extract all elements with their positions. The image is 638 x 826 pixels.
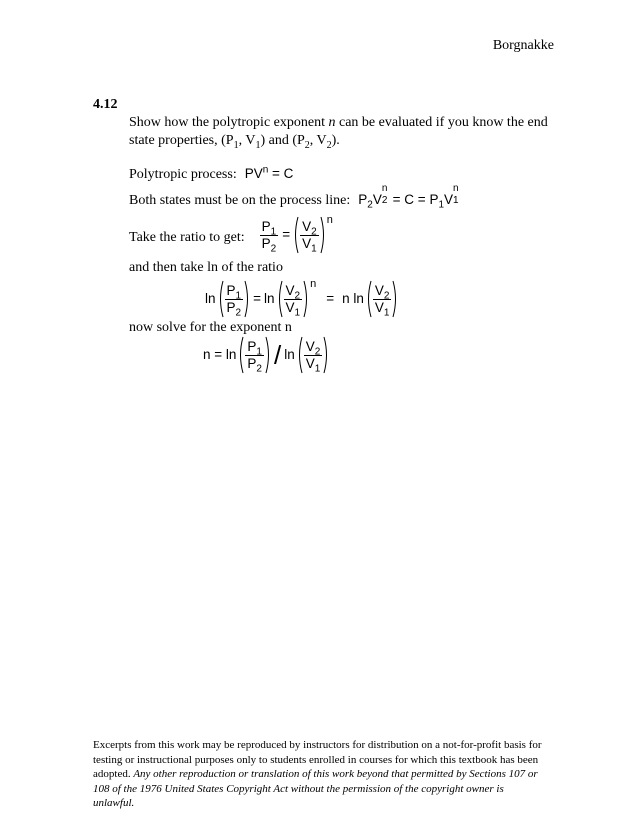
left-paren: [293, 216, 299, 254]
footer-normal-text: Excerpts from this work may be reproduced by instructors for distribution on a not-for-profit basis for testing or instructional purposes only to students enrolled in courses for which this textbook has been adopted.: [93, 739, 542, 780]
equals-sign: =: [253, 290, 261, 306]
right-paren: [265, 336, 271, 374]
ratio-equation: [259, 216, 333, 254]
statement-part: , V: [238, 133, 256, 148]
statement-part: can be evaluated if you know the end state properties, (P: [129, 115, 548, 148]
sym: V: [285, 282, 295, 298]
eq-sup: n: [262, 164, 269, 176]
right-paren: [392, 280, 398, 318]
numerator: [304, 340, 323, 356]
denominator: [245, 355, 264, 375]
equals-sign: =: [326, 290, 335, 306]
exponent-solution-equation: [203, 336, 329, 374]
eq-supsub: [453, 183, 460, 208]
sym: P: [261, 218, 271, 234]
left-paren: [366, 280, 372, 318]
sub: 1: [383, 307, 390, 319]
numerator: [284, 284, 303, 300]
statement-part: ) and (P: [260, 133, 305, 148]
fraction-p1-over-p2: [245, 338, 264, 375]
eq-sub: 2: [367, 199, 373, 211]
ln-ratio-equation: [205, 280, 398, 318]
step-ratio: [129, 216, 333, 254]
subscript: 2: [326, 139, 332, 151]
denominator: [300, 235, 319, 255]
sym: P: [247, 338, 257, 354]
sub: 1: [235, 290, 242, 302]
sub: 2: [383, 290, 390, 302]
eq-part: =: [392, 192, 401, 207]
step-polytropic-process: [129, 166, 293, 184]
denominator: [304, 355, 323, 375]
sym: P: [247, 355, 257, 371]
eq-supsub: [381, 183, 389, 208]
sym: P: [226, 282, 236, 298]
numerator: [300, 220, 319, 236]
right-paren: [244, 280, 250, 318]
fraction-p1-over-p2: [225, 282, 244, 319]
step-take-ln: and then take ln of the ratio: [129, 260, 283, 275]
sym: V: [305, 338, 315, 354]
statement-part: , V: [309, 133, 327, 148]
ln-operator: ln: [284, 346, 295, 362]
eq-part: V: [444, 192, 454, 207]
equation: [203, 336, 329, 374]
sym: V: [285, 299, 295, 315]
eq-sup: n: [381, 183, 388, 194]
header-author: Borgnakke: [492, 38, 554, 53]
exponent: n: [310, 278, 317, 291]
left-paren: [297, 336, 303, 374]
n-equals-ln: n = ln: [203, 346, 237, 362]
eq-sub: 1: [453, 195, 459, 206]
ln-operator: ln: [263, 290, 275, 306]
sub: 2: [314, 346, 321, 358]
right-paren: [323, 336, 329, 374]
eq-sub: 1: [438, 199, 445, 211]
fraction-v2-over-v1: [304, 338, 323, 375]
fraction-p1-over-p2: [260, 218, 279, 255]
denominator: [284, 299, 303, 319]
sym: V: [302, 235, 312, 251]
equation: [358, 183, 460, 211]
eq-part: PV: [244, 166, 263, 181]
equals-sign: =: [282, 226, 291, 242]
sub: 2: [235, 307, 242, 319]
step-label: Both states must be on the process line:: [129, 193, 351, 208]
left-paren: [277, 280, 283, 318]
eq-part: P: [429, 192, 439, 207]
left-paren: [238, 336, 244, 374]
eq-sub: 2: [381, 195, 388, 206]
n-ln-operator: n ln: [342, 290, 364, 306]
sym: V: [374, 299, 384, 315]
exponent: n: [326, 214, 333, 227]
fraction-v2-over-v1: [284, 282, 303, 319]
sub: 1: [270, 226, 277, 238]
eq-sup: n: [453, 183, 459, 194]
left-paren: [218, 280, 224, 318]
sub: 2: [311, 226, 317, 238]
statement-variable: n: [328, 115, 336, 130]
numerator: [225, 284, 244, 300]
step-process-line: [129, 183, 460, 211]
sym: P: [226, 299, 236, 315]
numerator: [245, 340, 264, 356]
step-label: Polytropic process:: [129, 167, 237, 182]
ln-operator: ln: [205, 290, 216, 306]
sub: 1: [256, 346, 262, 358]
sym: V: [374, 282, 384, 298]
sym: V: [305, 355, 315, 371]
sub: 1: [311, 243, 317, 255]
numerator: [373, 284, 392, 300]
step-label: Take the ratio to get:: [129, 229, 245, 245]
equation: [205, 280, 398, 318]
denominator: [373, 299, 392, 319]
eq-part: V: [372, 192, 382, 207]
eq-part: C: [404, 192, 415, 207]
sym: V: [302, 218, 312, 234]
right-paren: [320, 216, 326, 254]
sub: 2: [256, 363, 262, 375]
fraction-v2-over-v1: [300, 218, 319, 255]
division-slash: /: [273, 340, 282, 370]
subscript: 1: [233, 139, 239, 151]
sub: 2: [270, 243, 277, 255]
step-solve-exponent: now solve for the exponent n: [129, 320, 292, 335]
copyright-footer: [93, 738, 545, 811]
equation: [245, 166, 294, 181]
denominator: [260, 235, 279, 255]
sub: 1: [294, 307, 301, 319]
statement-part: ).: [331, 133, 340, 148]
footer-italic-text: Any other reproduction or translation of this work beyond that permitted by Sections 107 or 108 of the 1976 United States Copyright Act without the permission of the copyright owner is unlawful.: [93, 768, 538, 809]
statement-part: Show how the polytropic exponent: [129, 115, 329, 130]
sub: 2: [294, 290, 301, 302]
sub: 1: [314, 363, 321, 375]
denominator: [225, 299, 244, 319]
subscript: 2: [304, 139, 310, 151]
numerator: [260, 220, 279, 236]
subscript: 1: [255, 139, 261, 151]
fraction-v2-over-v1: [373, 282, 392, 319]
eq-part: P: [358, 192, 368, 207]
eq-part: = C: [268, 166, 294, 181]
right-paren: [303, 280, 309, 318]
sym: P: [261, 235, 271, 251]
problem-statement: [129, 114, 559, 150]
eq-part: =: [417, 192, 426, 207]
problem-number: 4.12: [93, 97, 118, 112]
